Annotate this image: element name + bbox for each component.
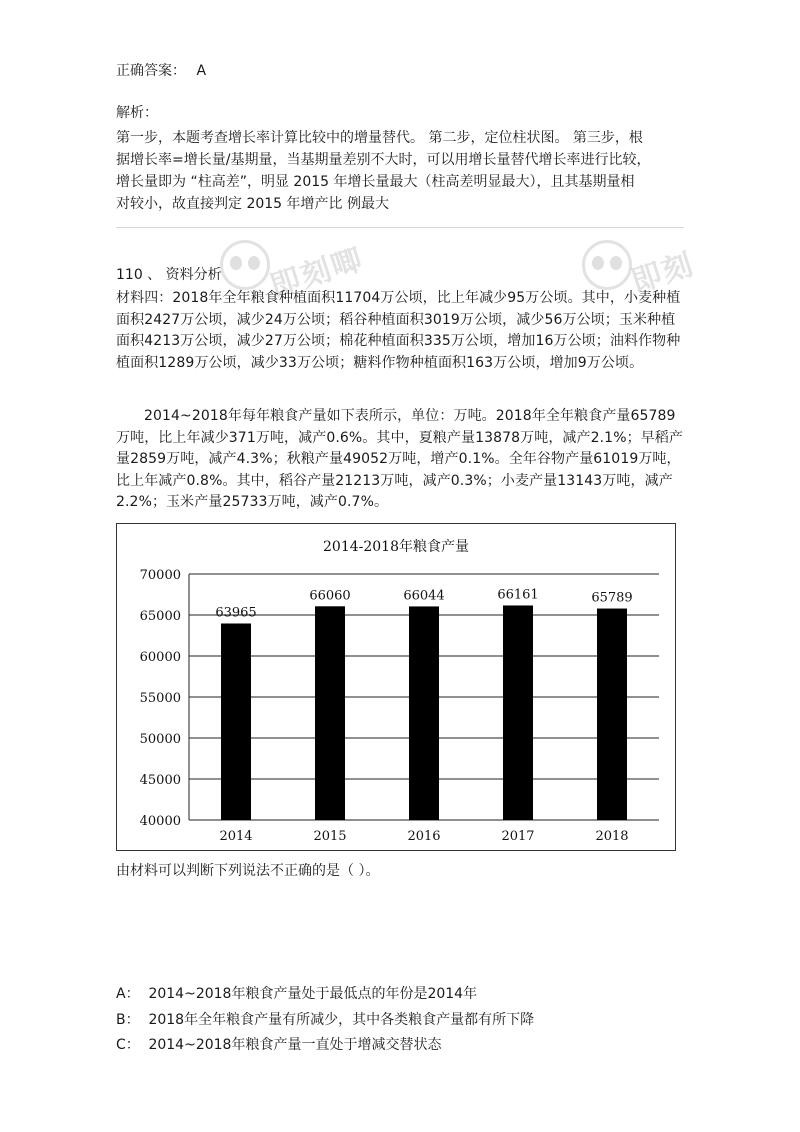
x-tick-label-2016: 2016 [407,829,441,844]
material-paragraph [116,288,688,374]
question-number: 110 、 资料分析 [116,267,222,283]
panda-watermark-icon [220,240,270,290]
y-tick-label: 40000 [139,814,181,829]
option-a-key: A： [116,986,140,1002]
divider [116,227,684,228]
option-b-text: 2018年全年粮食产量有所减少，其中各类粮食产量都有所下降 [148,1012,535,1028]
grain-production-chart [117,524,675,850]
chart-frame [116,523,676,851]
value-label-2017: 66161 [497,587,539,603]
value-label-2018: 65789 [591,590,633,606]
value-label-2015: 66060 [309,588,351,604]
data-paragraph [116,406,688,514]
option-c-key: C： [116,1037,140,1053]
y-tick-label: 60000 [139,650,181,665]
option-b-key: B： [116,1012,140,1028]
analysis-line-2: 据增长率=增长量/基期量，当基期量差别不大时，可以用增长量替代增长率进行比较， [116,152,651,168]
bar-2016 [409,606,439,820]
option-c[interactable] [116,1035,441,1056]
y-tick-label: 70000 [139,568,181,583]
option-b[interactable] [116,1010,534,1031]
question-prompt: 由材料可以判断下列说法不正确的是（ ）。 [116,863,380,879]
bar-2018 [597,609,627,820]
chart-title: 2014-2018年粮食产量 [323,539,469,555]
watermark-text: 即刻唧 [266,241,369,305]
x-tick-label-2014: 2014 [219,829,253,844]
watermark-text-2: 即刻 [627,246,699,300]
option-a-text: 2014~2018年粮食产量处于最低点的年份是2014年 [148,986,478,1002]
value-label-2016: 66044 [403,588,445,604]
option-c-text: 2014~2018年粮食产量一直处于增减交替状态 [148,1037,442,1053]
panda-watermark-icon [582,240,632,290]
option-a[interactable] [116,984,477,1005]
bar-2017 [503,605,533,820]
analysis-line-4: 对较小，故直接判定 2015 年增产比 例最大 [116,196,389,212]
bar-2015 [315,606,345,820]
x-tick-label-2018: 2018 [595,829,629,844]
x-tick-label-2017: 2017 [501,829,535,844]
analysis-line-1: 第一步，本题考查增长率计算比较中的增量替代。 第二步，定位柱状图。 第三步，根 [116,130,643,146]
y-tick-label: 50000 [139,732,181,747]
value-label-2014: 63965 [215,605,257,621]
bar-2014 [221,623,251,820]
data-text: 2014~2018年每年粮食产量如下表所示，单位：万吨。2018年全年粮食产量65789万吨，比上年减少371万吨，减产0.6%。其中，夏粮产量13878万吨，减产2.1%；早稻产量2859万吨，减产4.3%；秋粮产量49052万吨，增产0.1%。全年谷物产量61019万吨，比上年减产0.8%。其中，稻谷产量21213万吨，减产0.3%；小麦产量13143万吨，减产2.2%；玉米产量25733万吨，减产0.7%。 [116,408,683,510]
answer-label: 正确答案： [116,63,186,79]
material-text: 材料四：2018年全年粮食种植面积11704万公顷，比上年减少95万公顷。其中，小麦种植面积2427万公顷，减少24万公顷；稻谷种植面积3019万公顷，减少56万公顷；玉米种植面积4213万公顷，减少27万公顷；棉花种植面积335万公顷，增加16万公顷；油料作物种植面积1289万公顷，减少33万公顷；糖料作物种植面积163万公顷，增加9万公顷。 [116,290,681,371]
answer-line [116,61,206,82]
answer-value: A [196,63,207,79]
x-tick-label-2015: 2015 [313,829,347,844]
y-tick-label: 45000 [139,773,181,788]
analysis-label: 解析： [116,105,158,121]
analysis-line-3: 增长量即为 “柱高差”，明显 2015 年增长量最大（柱高差明显最大），且其基期量相 [116,174,635,190]
y-tick-label: 55000 [139,691,181,706]
y-tick-label: 65000 [139,609,181,624]
